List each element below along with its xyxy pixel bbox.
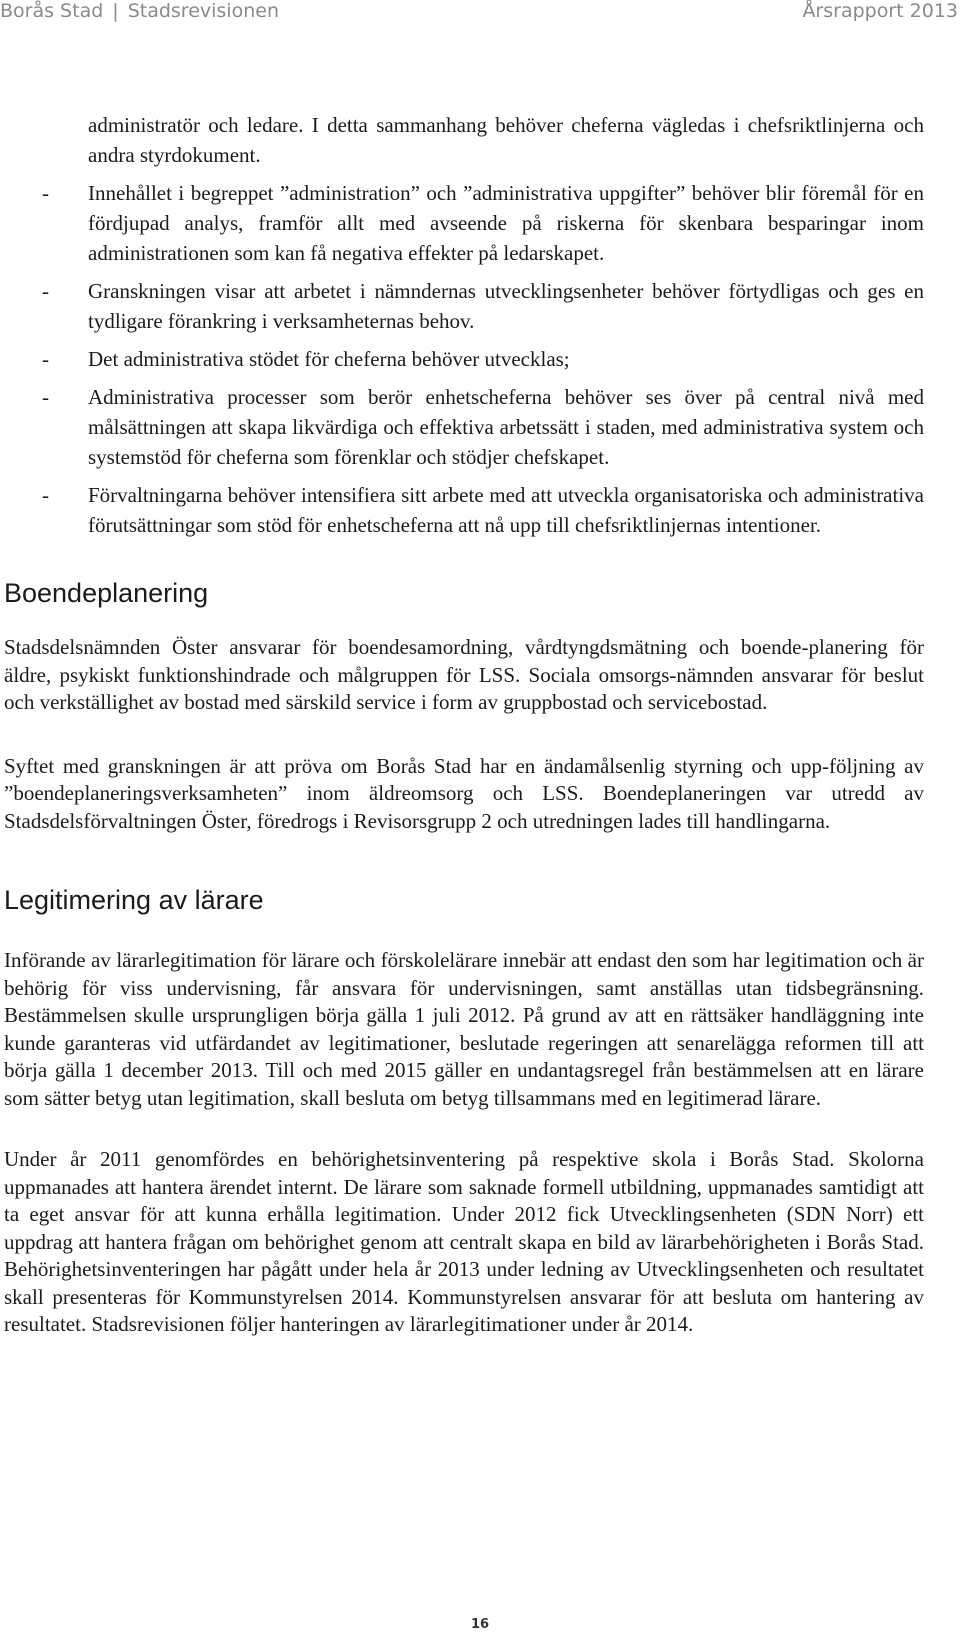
list-item: [4, 480, 924, 540]
continued-paragraph: administratör och ledare. I detta sammanhang behöver cheferna vägledas i chefsriktlinjerna och andra styrdokument.: [88, 113, 924, 167]
body-paragraph: Införande av lärarlegitimation för lärare och förskolelärare innebär att endast den som har legitimation och är behörig för viss undervisning, får ansvara för undervisningen, samt anställas utan tidsbegränsning. Bestämmelsen skulle ursprungligen börja gälla 1 juli 2012. På grund av att en rättsäker handläggning inte kunde garanteras vid utfärdandet av legitimationer, beslutade regeringen att senarelägga reformen till att börja gälla 1 december 2013. Till och med 2015 gäller en undantagsregel från bestämmelsen att en lärare som sätter betyg utan legitimation, skall besluta om betyg tillsammans med en legitimerad lärare.: [4, 948, 924, 1110]
body-paragraph: Under år 2011 genomfördes en behörighetsinventering på respektive skola i Borås Stad. Skolorna uppmanades att hantera ärendet internt. De lärare som saknade formell utbildning, uppmanades samtidigt att ta eget ansvar för att kunna erhålla legitimation. Under 2012 fick Utvecklingsenheten (SDN Norr) ett uppdrag att hantera frågan om behörighet genom att centralt skapa en bild av lärarbehörigheten i Borås Stad. Behörighetsinventeringen har pågått under hela år 2013 under ledning av Utvecklingsenheten och resultatet skall presenteras för Kommunstyrelsen 2014. Kommunstyrelsen ansvarar för att besluta om hantering av resultatet. Stadsrevisionen följer hanteringen av lärarlegitimationer under år 2014.: [4, 1147, 924, 1336]
list-item: [4, 276, 924, 336]
running-header: [0, 0, 960, 26]
list-dash: -: [42, 181, 49, 205]
page-content: [4, 110, 924, 1339]
list-dash: -: [42, 483, 49, 507]
body-paragraph: Stadsdelsnämnden Öster ansvarar för boendesamordning, vårdtyngdsmätning och boende-planering för äldre, psykiskt funktionshindrade och målgruppen för LSS. Sociala omsorgs-nämnden ansvarar för beslut och verkställighet av bostad med särskild service i form av gruppbostad och servicebostad.: [4, 635, 924, 714]
list-dash: -: [42, 347, 49, 371]
list-item-text: Granskningen visar att arbetet i nämndernas utvecklingsenheter behöver förtydligas och ges en tydligare förankring i verksamheternas behov.: [88, 279, 924, 333]
list-item: [4, 178, 924, 268]
page-number: 16: [470, 1617, 490, 1632]
body-paragraph: Syftet med granskningen är att pröva om Borås Stad har en ändamålsenlig styrning och upp-följning av ”boendeplaneringsverksamheten” inom äldreomsorg och LSS. Boendeplaneringen var utredd av Stadsdelsförvaltningen Öster, föredrogs i Revisorsgrupp 2 och utredningen lades till handlingarna.: [4, 753, 924, 833]
list-dash: -: [42, 279, 49, 303]
list-item-text: Förvaltningarna behöver intensifiera sitt arbete med att utveckla organisatoriska och administrativa förutsättningar som stöd för enhetscheferna att nå upp till chefsriktlinjernas intentioner.: [88, 483, 924, 537]
list-item: [4, 382, 924, 472]
recommendation-list: [4, 178, 924, 540]
header-left: [0, 0, 279, 22]
list-item-text: Innehållet i begreppet ”administration” och ”administrativa uppgifter” behöver blir föremål för en fördjupad analys, framför allt med avseende på riskerna för skenbara besparingar inom administrationen som kan få negativa effekter på ledarskapet.: [88, 181, 924, 265]
header-report-title: Årsrapport 2013: [802, 0, 958, 22]
header-organization: Borås Stad: [0, 0, 104, 22]
section-heading-boendeplanering: Boendeplanering: [4, 578, 209, 608]
header-separator: |: [112, 0, 119, 22]
list-item-text: Administrativa processer som berör enhetscheferna behöver ses över på central nivå med målsättningen att skapa likvärdiga och effektiva arbetssätt i staden, med administrativa system och systemstöd för cheferna som förenklar och stödjer chefskapet.: [88, 385, 924, 469]
section-heading-legitimering: Legitimering av lärare: [4, 885, 264, 915]
list-item-text: Det administrativa stödet för cheferna behöver utvecklas;: [88, 347, 570, 371]
list-item: [4, 344, 924, 374]
header-department: Stadsrevisionen: [127, 0, 279, 22]
list-dash: -: [42, 385, 49, 409]
